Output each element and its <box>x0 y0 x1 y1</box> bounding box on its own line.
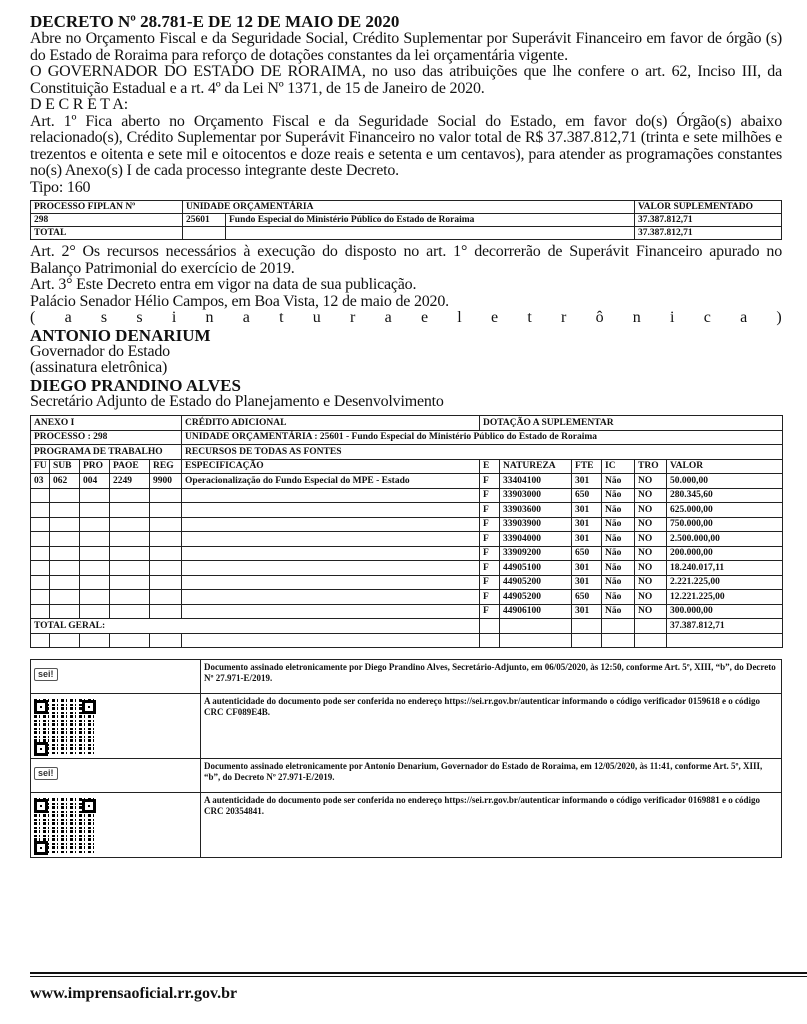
cell-sub <box>50 575 80 590</box>
signature-2-auth[interactable]: A autenticidade do documento pode ser conferida no endereço https://sei.rr.gov.br/autenticar informando o código verificador 0169881 e o código CRC 20354841. <box>201 793 782 858</box>
cell-pro <box>80 546 110 561</box>
hdr-paoe: PAOE <box>110 459 150 474</box>
cell-natureza: 33904000 <box>500 532 572 547</box>
cell-fte: 301 <box>572 604 602 619</box>
cell-valor: 50.000,00 <box>667 474 783 489</box>
cell-paoe <box>110 604 150 619</box>
hdr-reg: REG <box>150 459 182 474</box>
cell-e: F <box>480 604 500 619</box>
signature-letter: l <box>457 309 462 326</box>
cell-fte: 650 <box>572 488 602 503</box>
signature-2-text: Documento assinado eletronicamente por Antonio Denarium, Governador do Estado de Roraima, em 12/05/2020, às 11:41, conforme Art. 5º, XIII, “b”, do Decreto Nº 27.971-E/2019. <box>201 759 782 793</box>
cell-fte: 301 <box>572 503 602 518</box>
cell-fte: 301 <box>572 532 602 547</box>
cell-e: F <box>480 561 500 576</box>
cell-fu <box>31 590 50 605</box>
cell-pro <box>80 532 110 547</box>
cell-natureza: 44905200 <box>500 590 572 605</box>
cell-espec <box>182 561 480 576</box>
signature-letter: r <box>350 309 356 326</box>
cell-fu <box>31 503 50 518</box>
credito-label: CRÉDITO ADICIONAL <box>182 416 480 431</box>
hdr-pro: PRO <box>80 459 110 474</box>
total-label: TOTAL <box>31 227 183 240</box>
cell-fte: 301 <box>572 474 602 489</box>
cell-natureza: 44905100 <box>500 561 572 576</box>
cell-espec: Operacionalização do Fundo Especial do MPE - Estado <box>182 474 480 489</box>
cell-ic: Não <box>602 590 635 605</box>
cell-espec <box>182 488 480 503</box>
cell-fu <box>31 488 50 503</box>
recursos-label: RECURSOS DE TODAS AS FONTES <box>182 445 783 460</box>
cell-pro <box>80 604 110 619</box>
cell-ic: Não <box>602 503 635 518</box>
cell-sub <box>50 561 80 576</box>
sei-logo-cell <box>31 660 201 694</box>
cell-tro: NO <box>635 546 667 561</box>
cell-e: F <box>480 546 500 561</box>
cell-paoe <box>110 488 150 503</box>
signature-letter: ) <box>776 309 782 326</box>
decree-decreta: D E C R E T A: <box>30 96 128 113</box>
table-row <box>31 532 783 547</box>
footer-link[interactable]: www.imprensaoficial.rr.gov.br <box>30 985 238 1002</box>
cell-fu <box>31 517 50 532</box>
signature-letter: s <box>136 309 143 326</box>
cell-ic: Não <box>602 575 635 590</box>
signature-1-auth[interactable]: A autenticidade do documento pode ser conferida no endereço https://sei.rr.gov.br/autenticar informando o código verificador 0159618 e o código CRC CF089E4B. <box>201 694 782 759</box>
decree-preamble: O GOVERNADOR DO ESTADO DE RORAIMA, no uso das atribuições que lhe confere o art. 62, Inciso III, da Constituição Estadual e a rt. 4º da Lei Nº 1371, de 15 de Janeiro de 2020. <box>30 63 782 97</box>
signature-blocks <box>30 659 782 858</box>
signature-letter: t <box>279 309 284 326</box>
signer-1-role: Governador do Estado <box>30 342 170 360</box>
cell-paoe <box>110 575 150 590</box>
annex-header-row <box>31 459 783 474</box>
cell-espec <box>182 604 480 619</box>
cell-valor: 625.000,00 <box>667 503 783 518</box>
cell-tro: NO <box>635 474 667 489</box>
table-row <box>31 561 783 576</box>
cell-e: F <box>480 517 500 532</box>
hdr-ic: IC <box>602 459 635 474</box>
signature-letter: t <box>527 309 532 326</box>
footer-rule-thin <box>30 976 807 977</box>
cell-fte: 650 <box>572 590 602 605</box>
cell-tro: NO <box>635 517 667 532</box>
cell-e: F <box>480 474 500 489</box>
cell-valor: 12.221.225,00 <box>667 590 783 605</box>
dotacao-label: DOTAÇÃO A SUPLEMENTAR <box>480 416 783 431</box>
cell-sub <box>50 532 80 547</box>
hdr-e: E <box>480 459 500 474</box>
cell-fte: 650 <box>572 546 602 561</box>
cell-natureza: 44906100 <box>500 604 572 619</box>
cell-reg <box>150 590 182 605</box>
signature-letter: ô <box>595 309 604 326</box>
qr-code-icon <box>34 797 96 855</box>
signature-letter: r <box>561 309 567 326</box>
cell-ic: Não <box>602 517 635 532</box>
cell-pro <box>80 575 110 590</box>
cell-valor: 2.500.000,00 <box>667 532 783 547</box>
article-2: Art. 2° Os recursos necessários à execução do disposto no art. 1° decorrerão de Superávit Financeiro apurado no Balanço Patrimonial do exercício de 2019. <box>30 243 782 277</box>
cell-fte: 301 <box>572 517 602 532</box>
cell-valor: 18.240.017,11 <box>667 561 783 576</box>
palace-line: Palácio Senador Hélio Campos, em Boa Vista, 12 de maio de 2020. <box>30 292 449 310</box>
signature-letter: c <box>703 309 711 326</box>
signer-2-name: DIEGO PRANDINO ALVES <box>30 375 241 395</box>
signature-letter: e <box>420 309 429 326</box>
cell-valor: 750.000,00 <box>667 517 783 532</box>
table-row <box>31 546 783 561</box>
cell-pro <box>80 590 110 605</box>
cell-valor: 280.345,60 <box>667 488 783 503</box>
cell-sub <box>50 503 80 518</box>
hdr-sub: SUB <box>50 459 80 474</box>
hdr-fte: FTE <box>572 459 602 474</box>
processo-label: PROCESSO : 298 <box>31 430 182 445</box>
hdr-natureza: NATUREZA <box>500 459 572 474</box>
qr-code-icon <box>34 698 96 756</box>
signer-1-note: (assinatura eletrônica) <box>30 359 168 376</box>
cell-reg: 9900 <box>150 474 182 489</box>
cell-fu <box>31 604 50 619</box>
anexo-label: ANEXO I <box>31 416 182 431</box>
cell-valor: 200.000,00 <box>667 546 783 561</box>
cell-reg <box>150 517 182 532</box>
cell-espec <box>182 590 480 605</box>
cell-paoe <box>110 561 150 576</box>
cell-fte: 301 <box>572 561 602 576</box>
signature-letter: s <box>100 309 108 326</box>
cell-reg <box>150 575 182 590</box>
cell-unidade-code: 25601 <box>183 214 226 227</box>
table-row <box>31 488 783 503</box>
cell-reg <box>150 503 182 518</box>
signature-letter: n <box>205 309 214 326</box>
signature-letter: a <box>64 309 72 326</box>
cell-espec <box>182 532 480 547</box>
signature-letter: e <box>490 309 499 326</box>
cell-paoe <box>110 590 150 605</box>
cell-espec <box>182 575 480 590</box>
hdr-tro: TRO <box>635 459 667 474</box>
decree-document <box>30 12 782 858</box>
cell-sub <box>50 590 80 605</box>
table-row <box>31 503 783 518</box>
cell-reg <box>150 488 182 503</box>
cell-ic: Não <box>602 546 635 561</box>
cell-reg <box>150 546 182 561</box>
annex-table <box>30 415 783 648</box>
cell-paoe <box>110 546 150 561</box>
cell-ic: Não <box>602 532 635 547</box>
cell-ic: Não <box>602 488 635 503</box>
cell-espec <box>182 503 480 518</box>
annex-total-label: TOTAL GERAL: <box>31 619 480 634</box>
cell-pro <box>80 503 110 518</box>
cell-tro: NO <box>635 604 667 619</box>
cell-processo: 298 <box>31 214 183 227</box>
table-row <box>31 575 783 590</box>
cell-sub <box>50 517 80 532</box>
decree-title: DECRETO Nº 28.781-E DE 12 DE MAIO DE 2020 <box>30 12 400 31</box>
table-row <box>31 474 783 489</box>
cell-unidade-name: Fundo Especial do Ministério Público do Estado de Roraima <box>226 214 635 227</box>
cell-natureza: 33903600 <box>500 503 572 518</box>
cell-fu <box>31 532 50 547</box>
cell-natureza: 33909200 <box>500 546 572 561</box>
cell-tro: NO <box>635 590 667 605</box>
total-value: 37.387.812,71 <box>635 227 782 240</box>
article-1: Art. 1º Fica aberto no Orçamento Fiscal e da Seguridade Social do Estado, em favor do(s) Órgão(s) abaixo relacionado(s), Crédito Suplementar por Superávit Financeiro no valor total de R$ 37.387.812,71 (trinta e sete milhões e trezentos e oitenta e sete mil e oitocentos e doze reais e setenta e um centavos), para atender as programações constantes no(s) Anexo(s) I de cada processo integrante deste Decreto. <box>30 112 782 179</box>
cell-ic: Não <box>602 474 635 489</box>
cell-natureza: 33404100 <box>500 474 572 489</box>
cell-e: F <box>480 488 500 503</box>
footer-rule <box>30 972 807 974</box>
cell-ic: Não <box>602 604 635 619</box>
cell-sub <box>50 546 80 561</box>
cell-tro: NO <box>635 532 667 547</box>
signer-2-role: Secretário Adjunto de Estado do Planejamento e Desenvolvimento <box>30 392 444 410</box>
cell-natureza: 33903000 <box>500 488 572 503</box>
cell-fu <box>31 546 50 561</box>
cell-tro: NO <box>635 488 667 503</box>
cell-pro <box>80 561 110 576</box>
supplement-summary-table <box>30 200 782 240</box>
cell-paoe <box>110 517 150 532</box>
hdr-valor: VALOR <box>667 459 783 474</box>
cell-fte: 301 <box>572 575 602 590</box>
cell-e: F <box>480 503 500 518</box>
total-row <box>31 227 782 240</box>
cell-reg <box>150 604 182 619</box>
hdr-fu: FU <box>31 459 50 474</box>
sei-logo: sei! <box>34 668 58 681</box>
cell-paoe: 2249 <box>110 474 150 489</box>
annex-total-value: 37.387.812,71 <box>667 619 783 634</box>
col-processo-header: PROCESSO FIPLAN Nº <box>31 201 183 214</box>
cell-paoe <box>110 503 150 518</box>
cell-natureza: 44905200 <box>500 575 572 590</box>
qr-code-cell <box>31 793 201 858</box>
sei-logo: sei! <box>34 767 58 780</box>
cell-natureza: 33903900 <box>500 517 572 532</box>
cell-reg <box>150 561 182 576</box>
table-row <box>31 590 783 605</box>
cell-ic: Não <box>602 561 635 576</box>
cell-fu: 03 <box>31 474 50 489</box>
cell-valor: 37.387.812,71 <box>635 214 782 227</box>
table-row <box>31 214 782 227</box>
qr-code-cell <box>31 694 201 759</box>
table-row <box>31 604 783 619</box>
signature-letter: i <box>171 309 177 326</box>
cell-pro <box>80 488 110 503</box>
cell-espec <box>182 517 480 532</box>
signature-letter: ( <box>30 309 36 326</box>
signature-1-text: Documento assinado eletronicamente por Diego Prandino Alves, Secretário-Adjunto, em 06/05/2020, às 12:50, conforme Art. 5º, XIII, “b”, do Decreto Nº 27.971-E/2019. <box>201 660 782 694</box>
signature-letter: a <box>740 309 748 326</box>
cell-pro <box>80 517 110 532</box>
cell-valor: 300.000,00 <box>667 604 783 619</box>
cell-sub <box>50 488 80 503</box>
tipo-label: Tipo: 160 <box>30 178 91 196</box>
programa-label: PROGRAMA DE TRABALHO <box>31 445 182 460</box>
cell-e: F <box>480 575 500 590</box>
cell-fu <box>31 561 50 576</box>
electronic-signature-spaced <box>30 310 782 327</box>
unidade-label: UNIDADE ORÇAMENTÁRIA : 25601 - Fundo Especial do Ministério Público do Estado de Roraima <box>182 430 783 445</box>
cell-reg <box>150 532 182 547</box>
table-row <box>31 517 783 532</box>
cell-e: F <box>480 532 500 547</box>
cell-fu <box>31 575 50 590</box>
decree-ementa: Abre no Orçamento Fiscal e da Seguridade Social, Crédito Suplementar por Superávit Financeiro em favor de órgão (s) do Estado de Roraima para reforço de dotações constantes da lei orçamentária vigente. <box>30 30 782 64</box>
annex-total-row <box>31 619 783 634</box>
cell-tro: NO <box>635 503 667 518</box>
cell-e: F <box>480 590 500 605</box>
cell-sub <box>50 604 80 619</box>
cell-sub: 062 <box>50 474 80 489</box>
cell-valor: 2.221.225,00 <box>667 575 783 590</box>
col-unidade-header: UNIDADE ORÇAMENTÁRIA <box>183 201 635 214</box>
sei-logo-cell <box>31 759 201 793</box>
cell-tro: NO <box>635 575 667 590</box>
article-3: Art. 3° Este Decreto entra em vigor na data de sua publicação. <box>30 276 417 293</box>
signature-letter: i <box>670 309 675 326</box>
signature-letter: n <box>632 309 641 326</box>
hdr-especificacao: ESPECIFICAÇÃO <box>182 459 480 474</box>
signature-letter: a <box>384 309 392 326</box>
cell-tro: NO <box>635 561 667 576</box>
signature-letter: a <box>242 309 250 326</box>
signer-1-name: ANTONIO DENARIUM <box>30 325 211 345</box>
cell-espec <box>182 546 480 561</box>
signature-letter: u <box>312 309 321 326</box>
cell-pro: 004 <box>80 474 110 489</box>
cell-paoe <box>110 532 150 547</box>
col-valor-header: VALOR SUPLEMENTADO <box>635 201 782 214</box>
